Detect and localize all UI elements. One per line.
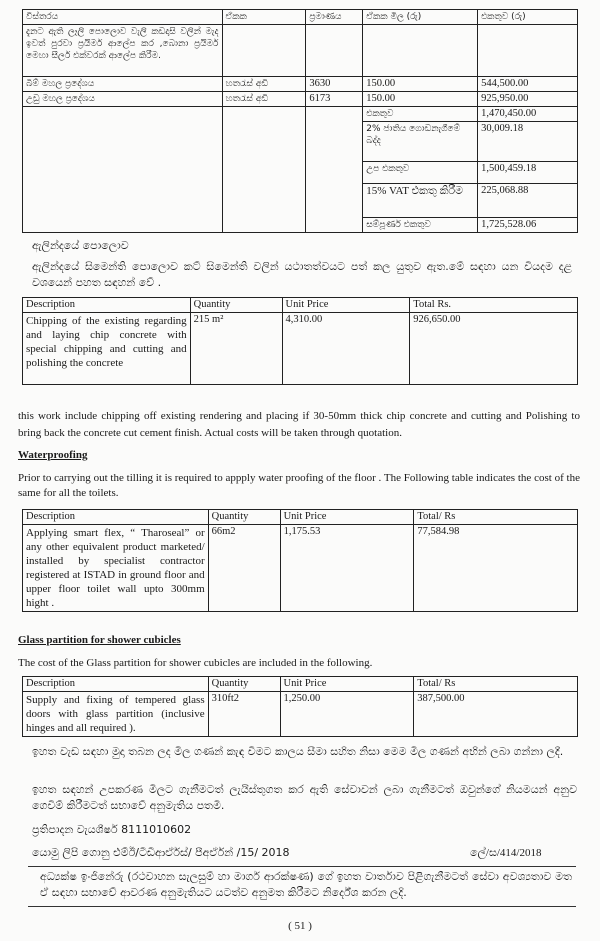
waterproofing-description: Applying smart flex, “ Tharoseal” or any other equivalent product marketed/ installed by specialist contractor registered at ISTAD in ground floor and upper floor toilet wall upto 300mm hight . (23, 525, 209, 612)
table-row (23, 107, 578, 122)
header-total: Total Rs. (410, 298, 578, 313)
header-description: විස්තරය (23, 10, 223, 25)
budget-line: ප්‍රතිපාදන වැයශීර්ෂ 8111010602 (32, 823, 192, 836)
chip-unit-price: 4,310.00 (282, 313, 410, 385)
council-reference: ලේ/ස/414/2018 (470, 847, 542, 859)
header-quantity: Quantity (208, 677, 280, 692)
header-unit: ඒකක (222, 10, 306, 25)
glass-partition-table (22, 676, 578, 737)
row-amount: 544,500.00 (478, 77, 578, 92)
sinhala-paragraph-2: ඉහත සඳහන් උපකරණ මිලට ගැනීමටත් ලැයිස්තුගත කර ඇති සේවාවන් ලබා ගැනීමටත් ඔවුන්ගේ නියමයන් අනුව ගෙවීම් කිරීමටත් සභාවේ අනුමැතිය පතමි. (32, 783, 577, 812)
table-header-row (23, 298, 578, 313)
row-amount: 925,950.00 (478, 92, 578, 107)
floor-paragraph: ඇලින්දයේ සිමෙන්ති පොලොව කට් සිමෙන්ති වලින් යථාතත්වයට පත් කල යුතුව ඇත.මේ සඳහා යන වියදම දළ වශයෙන් පහත සඳහන් වේ . (32, 260, 572, 289)
glass-total: 387,500.00 (414, 692, 578, 737)
table-row (23, 77, 578, 92)
table-row (23, 92, 578, 107)
header-unit-price: Unit Price (280, 510, 414, 525)
header-quantity: Quantity (208, 510, 280, 525)
glass-partition-heading: Glass partition for shower cubicles (18, 634, 181, 646)
grand-total-value: 1,725,528.06 (478, 218, 578, 233)
cost-table (22, 9, 578, 233)
divider-line (28, 906, 576, 907)
chip-concrete-table (22, 297, 578, 385)
vat-value: 225,068.88 (478, 184, 578, 218)
total-value: 1,470,450.00 (478, 107, 578, 122)
header-description: Description (23, 677, 209, 692)
tax-label: 2% ජාතිය ගොඩනැගීමේ බද්ද (363, 122, 478, 162)
waterproofing-total: 77,584.98 (414, 525, 578, 612)
row-rate: 150.00 (363, 92, 478, 107)
recommendation-paragraph: අධ්‍යක්ෂ ඉංජිනේරු (රථවාහන සැලසුම් හා මාර්ග ආරක්ෂණ) ගේ ඉහත වාර්තාව පිළිගැනීමටත් සේවා අවශ්‍යතාව මත ඒ සඳහා සභාවේ ආවරණ අනුමැතියට යටත්ව අනුමත කිරීමට නිර්දේශ කරන ලදි. (40, 870, 572, 899)
chip-description: Chipping of the existing regarding and laying chip concrete with special chipping and cutting and polishing the concrete (23, 313, 191, 385)
waterproofing-unit-price: 1,175.53 (280, 525, 414, 612)
total-label: එකතුව (363, 107, 478, 122)
table-header-row (23, 510, 578, 525)
table-row (23, 25, 578, 77)
section-heading-floor: ඇලින්දයේ පොලොව (32, 239, 129, 252)
table-header-row (23, 10, 578, 25)
row-desc: උඩු මහල ප්‍රදේශය (23, 92, 223, 107)
chip-quantity: 215 m² (190, 313, 282, 385)
work-description: දැනට ඇති ලෑලි පොලොව වැලි කඩදාසි වලින් මැද ඉවත් පුරවා ප්‍රයිමර් ආලේප කර ,බොනා ප්‍රයිමර් මෙහා සීලර් එක්වරක් ආලේප කිරීම. (23, 25, 223, 77)
glass-unit-price: 1,250.00 (280, 692, 414, 737)
row-unit: හතරැස් අඩි (222, 77, 306, 92)
grand-total-label: සම්පූර්ණ එකතුව (363, 218, 478, 233)
header-total: Total/ Rs (414, 677, 578, 692)
page-number: ( 51 ) (288, 920, 312, 932)
row-qty: 3630 (306, 77, 363, 92)
header-description: Description (23, 298, 191, 313)
waterproofing-table (22, 509, 578, 612)
header-quantity: ප්‍රමාණය (306, 10, 363, 25)
chip-total: 926,650.00 (410, 313, 578, 385)
table-header-row (23, 677, 578, 692)
header-unit-price: Unit Price (280, 677, 414, 692)
tax-value: 30,009.18 (478, 122, 578, 162)
subtotal-value: 1,500,459.18 (478, 162, 578, 184)
waterproofing-paragraph: Prior to carrying out the tilling it is required to appply water proofing of the floor . The Following table indicates the cost of the same for all the toilets. (18, 472, 580, 499)
glass-quantity: 310ft2 (208, 692, 280, 737)
sinhala-paragraph-1: ඉහත වැඩ සඳහා මුදා තබන ලද මිල ගණන් කැඳ වීමට කාලය සීමා සහිත නිසා මෙම මිල ගණන් අභින් ලබා ගන්නා ලදී. (32, 745, 564, 758)
header-description: Description (23, 510, 209, 525)
header-unit-price: Unit Price (282, 298, 410, 313)
vat-label: 15% VAT එකතු කිරීම (363, 184, 478, 218)
header-unit-price: ඒකක මිල (රු) (363, 10, 478, 25)
glass-partition-paragraph: The cost of the Glass partition for shower cubicles are included in the following. (18, 657, 373, 669)
row-desc: බිම් මහල ප්‍රදේශය (23, 77, 223, 92)
table-row (23, 525, 578, 612)
header-quantity: Quantity (190, 298, 282, 313)
chip-note: this work include chipping off existing rendering and placing if 30-50mm thick chip concrete and cutting and Polishing to bring back the concrete cut cement finish. Actual costs will be taken through quotation. (18, 410, 580, 439)
row-rate: 150.00 (363, 77, 478, 92)
glass-description: Supply and fixing of tempered glass doors with glass partition (inclusive hinges and all required ). (23, 692, 209, 737)
waterproofing-quantity: 66m2 (208, 525, 280, 612)
table-row (23, 313, 578, 385)
waterproofing-heading: Waterproofing (18, 449, 88, 461)
header-amount: එකතුව (රු) (478, 10, 578, 25)
subtotal-label: උප එකතුව (363, 162, 478, 184)
row-qty: 6173 (306, 92, 363, 107)
table-row (23, 692, 578, 737)
header-total: Total/ Rs (414, 510, 578, 525)
file-reference: යොමු ලිපි ගොනු එම්ඊ/ටීඩීආර්ඒස්/ පීඅර්ඒන් /15/ 2018 (32, 846, 290, 859)
divider-line (28, 866, 576, 867)
row-unit: හතරැස් අඩි (222, 92, 306, 107)
